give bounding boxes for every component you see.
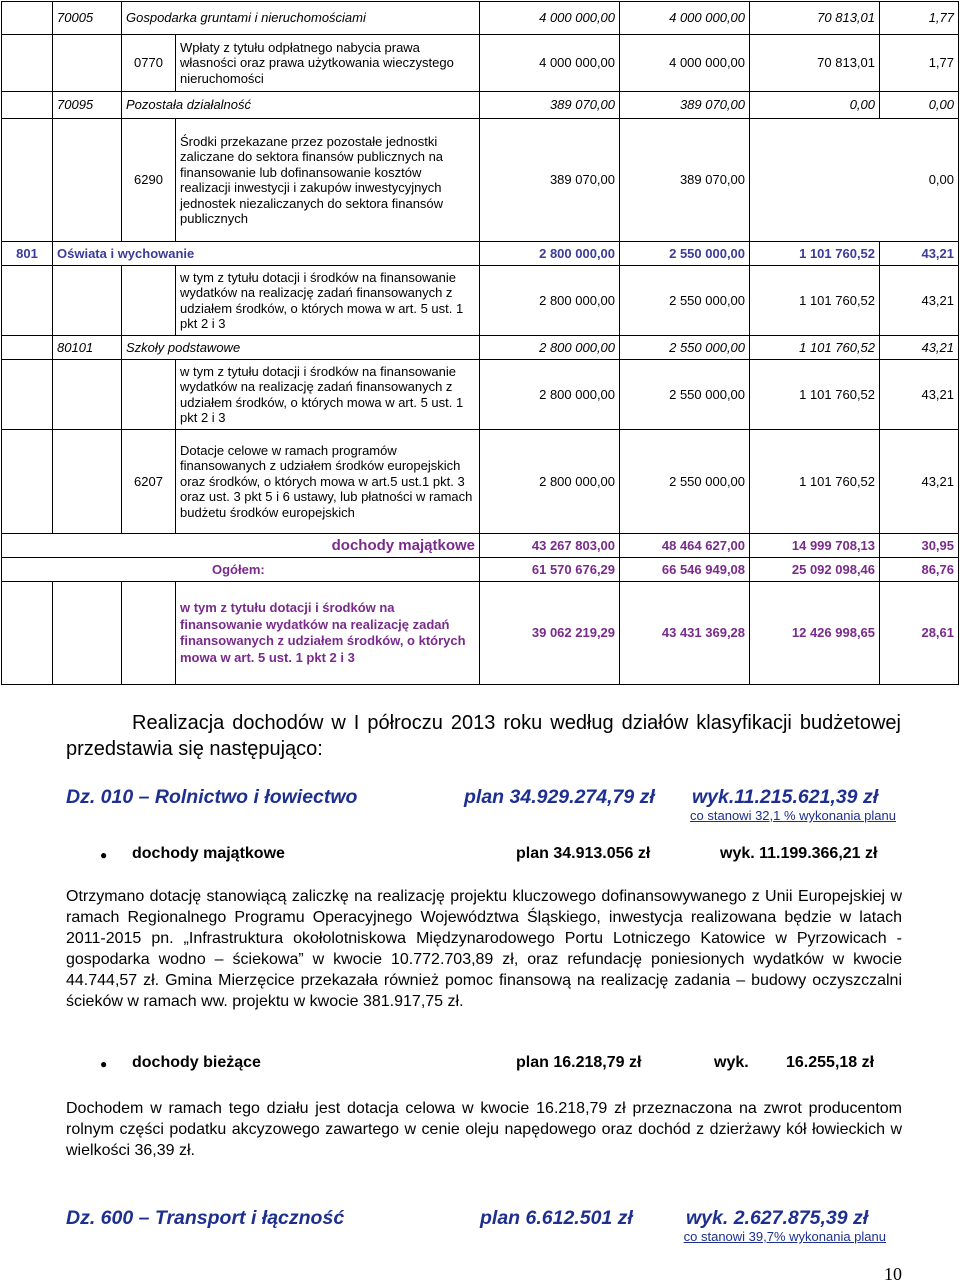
section-plan: plan 34.929.274,79 zł xyxy=(464,786,655,808)
execution-value: 0,00 xyxy=(750,92,880,119)
plan-after-value: 2 550 000,00 xyxy=(620,336,750,360)
plan-after-value: 4 000 000,00 xyxy=(620,35,750,92)
bullet-execution: wyk. xyxy=(714,1054,749,1071)
percent-value: 43,21 xyxy=(880,336,959,360)
row-description: w tym z tytułu dotacji i środków na finansowanie wydatków na realizację zadań finansowanych z udziałem środków, o których mowa w art. 5 ust. 1 pkt 2 i 3 xyxy=(176,360,480,430)
bullet-capital-revenue xyxy=(100,845,900,867)
table-row xyxy=(2,92,959,119)
execution-value: 12 426 998,65 xyxy=(750,582,880,685)
percent-value: 28,61 xyxy=(880,582,959,685)
section-execution: wyk.11.215.621,39 zł xyxy=(692,786,879,808)
plan-value: 389 070,00 xyxy=(480,92,620,119)
table-row xyxy=(2,360,959,430)
bullet-label: dochody bieżące xyxy=(132,1054,261,1071)
plan-value: 389 070,00 xyxy=(480,119,620,242)
plan-value: 4 000 000,00 xyxy=(480,2,620,35)
table-row xyxy=(2,35,959,92)
execution-value: 1 101 760,52 xyxy=(750,360,880,430)
plan-value: 2 800 000,00 xyxy=(480,360,620,430)
section-title: Dz. 010 – Rolnictwo i łowiectwo xyxy=(66,786,358,808)
row-description: Szkoły podstawowe xyxy=(122,336,480,360)
section-percent-note: co stanowi 39,7% wykonania planu xyxy=(683,1229,886,1244)
section-percent-note: co stanowi 32,1 % wykonania planu xyxy=(690,808,896,823)
section-execution: wyk. 2.627.875,39 zł xyxy=(686,1207,869,1229)
execution-value: 1 101 760,52 xyxy=(750,336,880,360)
execution-value: 1 101 760,52 xyxy=(750,266,880,336)
plan-value: 2 800 000,00 xyxy=(480,430,620,534)
percent-value: 43,21 xyxy=(880,242,959,266)
percent-value: 0,00 xyxy=(880,92,959,119)
row-description: Oświata i wychowanie xyxy=(53,242,480,266)
section-plan: plan 6.612.501 zł xyxy=(480,1207,633,1229)
paragraph-code: 6290 xyxy=(122,119,176,242)
bullet-current-revenue xyxy=(100,1054,900,1076)
plan-value: 43 267 803,00 xyxy=(480,534,620,558)
execution-value: 1 101 760,52 xyxy=(750,242,880,266)
plan-value: 4 000 000,00 xyxy=(480,35,620,92)
plan-value: 61 570 676,29 xyxy=(480,558,620,582)
summary-label: dochody majątkowe xyxy=(2,534,480,558)
chapter-code: 80101 xyxy=(53,336,122,360)
plan-after-value: 4 000 000,00 xyxy=(620,2,750,35)
row-description: w tym z tytułu dotacji i środków na finansowanie wydatków na realizację zadań finansowanych z udziałem środków, o których mowa w art. 5 ust. 1 pkt 2 i 3 xyxy=(176,582,480,685)
row-description: Gospodarka gruntami i nieruchomościami xyxy=(122,2,480,35)
chapter-code: 70095 xyxy=(53,92,122,119)
plan-after-value: 2 550 000,00 xyxy=(620,430,750,534)
chapter-code: 70005 xyxy=(53,2,122,35)
table-row xyxy=(2,2,959,35)
percent-value: 43,21 xyxy=(880,266,959,336)
plan-after-value: 2 550 000,00 xyxy=(620,266,750,336)
plan-after-value: 48 464 627,00 xyxy=(620,534,750,558)
percent-value: 1,77 xyxy=(880,35,959,92)
bullet-execution: wyk. 11.199.366,21 zł xyxy=(720,845,878,862)
row-description: Wpłaty z tytułu odpłatnego nabycia prawa własności oraz prawa użytkowania wieczystego nieruchomości xyxy=(176,35,480,92)
bullet-label: dochody majątkowe xyxy=(132,845,285,862)
plan-after-value: 389 070,00 xyxy=(620,92,750,119)
table-row xyxy=(2,119,959,242)
total-label: Ogółem: xyxy=(2,558,480,582)
bullet-dot-icon: ● xyxy=(100,848,108,862)
plan-value: 39 062 219,29 xyxy=(480,582,620,685)
bullet-dot-icon: ● xyxy=(100,1057,108,1071)
row-description: Środki przekazane przez pozostałe jednostki zaliczane do sektora finansów publicznych na finansowanie lub dofinansowanie kosztów realizacji inwestycji i zakupów inwestycyjnych jednostek niezaliczanych do sektora finansów publicznych xyxy=(176,119,480,242)
execution-value: 70 813,01 xyxy=(750,35,880,92)
table-row xyxy=(2,558,959,582)
percent-value: 43,21 xyxy=(880,360,959,430)
plan-after-value: 389 070,00 xyxy=(620,119,750,242)
percent-value: 86,76 xyxy=(880,558,959,582)
plan-after-value: 66 546 949,08 xyxy=(620,558,750,582)
intro-paragraph: Realizacja dochodów w I półroczu 2013 roku według działów klasyfikacji budżetowej przedstawia się następująco: xyxy=(66,712,901,760)
paragraph: Otrzymano dotację stanowiącą zaliczkę na realizację projektu kluczowego dofinansowywanego z Unii Europejskiej w ramach Regionalnego Programu Operacyjnego Województwa Śląskiego, inwestycja realizowana będzie w latach 2011-2015 pn. „Infrastruktura okołolotniskowa Międzynarodowego Portu Lotniczego Katowice w Pyrzowicach - gospodarka wodno – ściekowa” w kwocie 10.772.703,89 zł, oraz refundację poniesionych wydatków w kwocie 44.744,57 zł. Gmina Mierzęcice przekazała również pomoc finansową na realizację zadania – budowy oczyszczalni ścieków w ramach ww. projektu w kwocie 381.917,75 zł. xyxy=(66,888,902,1010)
table-row xyxy=(2,582,959,685)
bullet-execution-value: 16.255,18 zł xyxy=(786,1054,875,1071)
percent-value: 30,95 xyxy=(880,534,959,558)
plan-value: 2 800 000,00 xyxy=(480,242,620,266)
plan-after-value: 2 550 000,00 xyxy=(620,242,750,266)
execution-value: 25 092 098,46 xyxy=(750,558,880,582)
paragraph: Dochodem w ramach tego działu jest dotacja celowa w kwocie 16.218,79 zł przeznaczona na zwrot producentom rolnym części podatku akcyzowego zawartego w cenie oleju napędowego oraz dochód z dzierżawy kół łowieckich w wielkości 36,39 zł. xyxy=(66,1100,902,1159)
table-row xyxy=(2,336,959,360)
table-row xyxy=(2,266,959,336)
plan-after-value: 2 550 000,00 xyxy=(620,360,750,430)
table-row xyxy=(2,242,959,266)
execution-value: 0,00 xyxy=(750,119,959,242)
table-row xyxy=(2,430,959,534)
percent-value: 43,21 xyxy=(880,430,959,534)
table-row xyxy=(2,534,959,558)
bullet-plan: plan 34.913.056 zł xyxy=(516,845,651,862)
row-description: Pozostała działalność xyxy=(122,92,480,119)
execution-value: 1 101 760,52 xyxy=(750,430,880,534)
execution-value: 14 999 708,13 xyxy=(750,534,880,558)
plan-value: 2 800 000,00 xyxy=(480,266,620,336)
revenue-table xyxy=(1,1,959,685)
row-description: w tym z tytułu dotacji i środków na finansowanie wydatków na realizację zadań finansowanych z udziałem środków, o których mowa w art. 5 ust. 1 pkt 2 i 3 xyxy=(176,266,480,336)
section-title: Dz. 600 – Transport i łączność xyxy=(66,1207,345,1229)
execution-value: 70 813,01 xyxy=(750,2,880,35)
bullet-plan: plan 16.218,79 zł xyxy=(516,1054,642,1071)
page-number: 10 xyxy=(884,1264,902,1284)
division-code: 801 xyxy=(2,242,53,266)
plan-after-value: 43 431 369,28 xyxy=(620,582,750,685)
paragraph-code: 0770 xyxy=(122,35,176,92)
paragraph-code: 6207 xyxy=(122,430,176,534)
percent-value: 1,77 xyxy=(880,2,959,35)
row-description: Dotacje celowe w ramach programów finansowanych z udziałem środków europejskich oraz środków, o których mowa w art.5 ust.1 pkt. 3 oraz ust. 3 pkt 5 i 6 ustawy, lub płatności w ramach budżetu środków europejskich xyxy=(176,430,480,534)
plan-value: 2 800 000,00 xyxy=(480,336,620,360)
